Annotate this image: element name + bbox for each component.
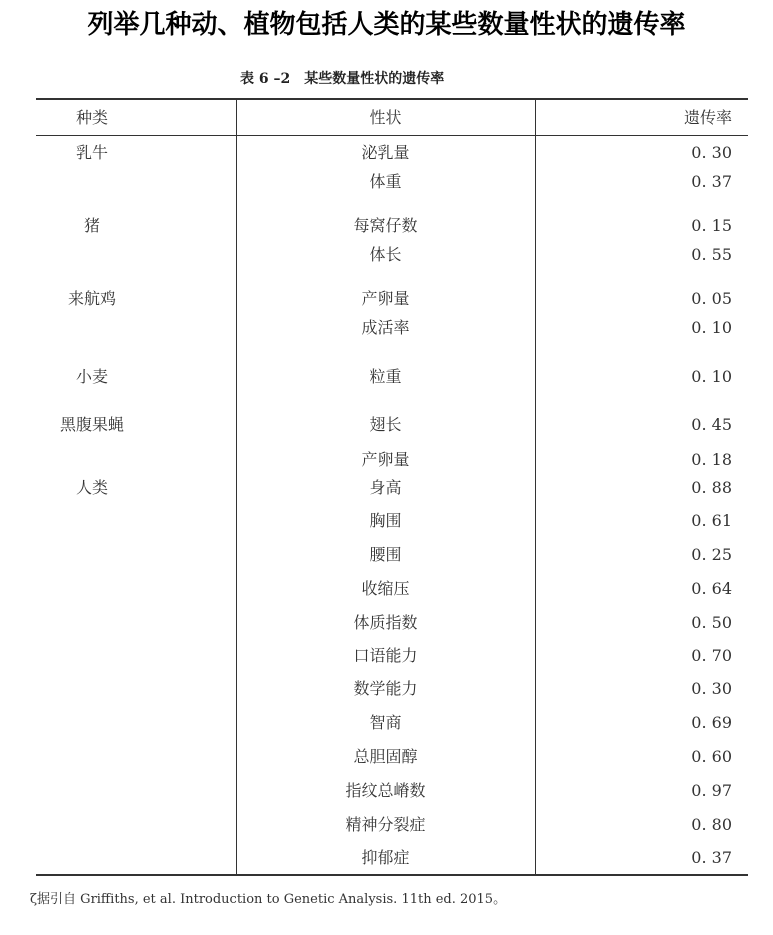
trait-cell: 腰围 — [369, 545, 402, 564]
heritability-cell: 0. 50 — [691, 613, 732, 632]
trait-cell: 产卵量 — [361, 289, 410, 308]
species-cell: 乳牛 — [75, 143, 108, 162]
heritability-cell: 0. 80 — [691, 815, 732, 834]
trait-cell: 胸围 — [369, 511, 402, 530]
heritability-cell: 0. 88 — [691, 478, 732, 497]
source-note: ζ据引自 Griffiths, et al. Introduction to Genetic Analysis. 11th ed. 2015。 — [30, 892, 507, 907]
heritability-cell: 0. 30 — [691, 679, 732, 698]
trait-cell: 指纹总嵴数 — [345, 781, 426, 800]
trait-cell: 成活率 — [361, 318, 410, 337]
trait-cell: 粒重 — [369, 367, 402, 386]
heritability-cell: 0. 70 — [691, 646, 732, 665]
trait-cell: 体长 — [369, 245, 402, 264]
heritability-cell: 0. 05 — [691, 289, 732, 308]
trait-cell: 体重 — [369, 172, 402, 191]
heritability-cell: 0. 69 — [691, 713, 732, 732]
heritability-cell: 0. 64 — [691, 579, 732, 598]
page-title: 列举几种动、植物包括人类的某些数量性状的遗传率 — [87, 10, 686, 40]
table-caption — [240, 68, 444, 88]
table-caption-text: 某些数量性状的遗传率 — [304, 71, 445, 87]
heritability-cell: 0. 10 — [691, 367, 732, 386]
trait-cell: 口语能力 — [353, 646, 418, 665]
trait-cell: 精神分裂症 — [345, 815, 426, 834]
heritability-cell: 0. 30 — [691, 143, 732, 162]
trait-cell: 每窝仔数 — [353, 216, 418, 235]
species-cell: 猪 — [83, 216, 100, 235]
heritability-cell: 0. 37 — [691, 848, 732, 867]
heritability-cell: 0. 10 — [691, 318, 732, 337]
heritability-cell: 0. 37 — [691, 172, 732, 191]
heritability-cell: 0. 18 — [691, 450, 732, 469]
table-bottom-rule — [36, 874, 748, 876]
trait-cell: 泌乳量 — [361, 143, 410, 162]
heritability-cell: 0. 60 — [691, 747, 732, 766]
trait-cell: 智商 — [369, 713, 402, 732]
trait-cell: 身高 — [369, 478, 402, 497]
heritability-cell: 0. 25 — [691, 545, 732, 564]
header-trait: 性状 — [369, 108, 402, 127]
heritability-cell: 0. 61 — [691, 511, 732, 530]
species-cell: 来航鸡 — [67, 289, 116, 308]
trait-cell: 收缩压 — [361, 579, 410, 598]
heritability-cell: 0. 45 — [691, 415, 732, 434]
trait-cell: 翅长 — [369, 415, 402, 434]
trait-cell: 抑郁症 — [361, 848, 410, 867]
trait-cell: 数学能力 — [353, 679, 418, 698]
trait-cell: 产卵量 — [361, 450, 410, 469]
species-cell: 黑腹果蝇 — [59, 415, 124, 434]
table-caption-number: 表 6 –2 — [240, 71, 291, 87]
heritability-cell: 0. 15 — [691, 216, 732, 235]
heritability-cell: 0. 55 — [691, 245, 732, 264]
species-cell: 小麦 — [75, 367, 108, 386]
table-top-rule — [36, 98, 748, 100]
trait-cell: 体质指数 — [353, 613, 418, 632]
table-header-rule — [36, 135, 748, 136]
header-heritability: 遗传率 — [683, 108, 732, 127]
header-species: 种类 — [75, 108, 108, 127]
column-divider — [535, 100, 536, 874]
species-cell: 人类 — [75, 478, 108, 497]
heritability-cell: 0. 97 — [691, 781, 732, 800]
trait-cell: 总胆固醇 — [353, 747, 418, 766]
